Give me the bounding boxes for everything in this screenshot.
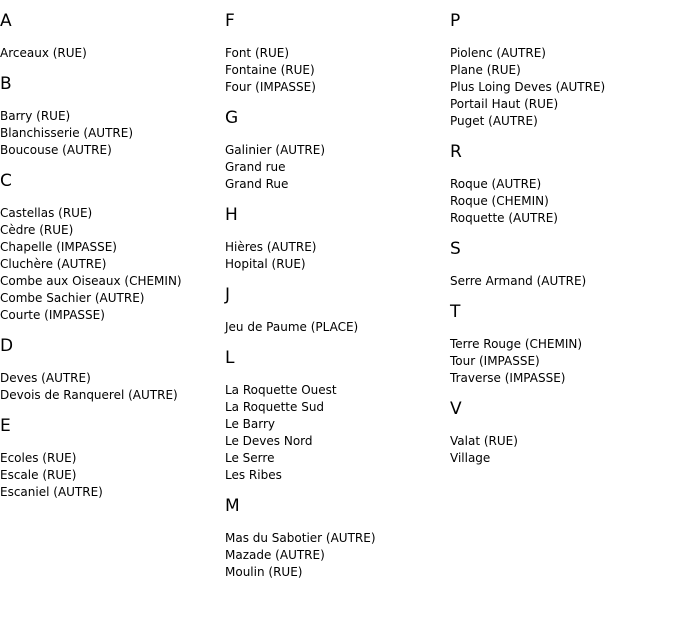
street-link[interactable]: Combe Sachier (AUTRE): [0, 291, 145, 305]
letter-section: [0, 416, 225, 501]
street-link[interactable]: Traverse (IMPASSE): [450, 371, 566, 385]
street-link[interactable]: Galinier (AUTRE): [225, 143, 325, 157]
street-link[interactable]: Puget (AUTRE): [450, 114, 538, 128]
section-letter-heading: D: [0, 336, 14, 356]
street-link[interactable]: Deves (AUTRE): [0, 371, 91, 385]
letter-section: [450, 11, 675, 130]
index-column: [0, 11, 225, 513]
section-letter-heading: G: [225, 108, 239, 128]
street-link[interactable]: Barry (RUE): [0, 109, 71, 123]
street-link[interactable]: Devois de Ranquerel (AUTRE): [0, 388, 178, 402]
street-link[interactable]: Four (IMPASSE): [225, 80, 316, 94]
street-link[interactable]: Grand Rue: [225, 177, 289, 191]
section-letter-heading: L: [225, 348, 235, 368]
street-link[interactable]: Plus Loing Deves (AUTRE): [450, 80, 606, 94]
street-link[interactable]: Ecoles (RUE): [0, 451, 77, 465]
street-link[interactable]: Escale (RUE): [0, 468, 77, 482]
letter-section: [450, 302, 675, 387]
street-link[interactable]: Escaniel (AUTRE): [0, 485, 103, 499]
section-letter-heading: T: [450, 302, 461, 322]
street-link[interactable]: Jeu de Paume (PLACE): [225, 320, 359, 334]
street-link[interactable]: Castellas (RUE): [0, 206, 93, 220]
street-link[interactable]: Hières (AUTRE): [225, 240, 317, 254]
section-letter-heading: R: [450, 142, 462, 162]
letter-section: [450, 142, 675, 227]
street-link[interactable]: Serre Armand (AUTRE): [450, 274, 587, 288]
street-link[interactable]: Moulin (RUE): [225, 565, 303, 579]
street-link[interactable]: Le Deves Nord: [225, 434, 313, 448]
section-letter-heading: F: [225, 11, 235, 31]
index-column: [225, 11, 450, 593]
letter-section: [225, 205, 450, 273]
letter-section: [225, 108, 450, 193]
street-link[interactable]: Hopital (RUE): [225, 257, 306, 271]
street-link[interactable]: Chapelle (IMPASSE): [0, 240, 117, 254]
letter-section: [225, 11, 450, 96]
section-letter-heading: A: [0, 11, 12, 31]
street-link[interactable]: Fontaine (RUE): [225, 63, 315, 77]
street-link[interactable]: Terre Rouge (CHEMIN): [450, 337, 583, 351]
street-link[interactable]: Mas du Sabotier (AUTRE): [225, 531, 376, 545]
street-link[interactable]: La Roquette Sud: [225, 400, 325, 414]
street-link[interactable]: Combe aux Oiseaux (CHEMIN): [0, 274, 182, 288]
street-link[interactable]: Le Serre: [225, 451, 275, 465]
street-link[interactable]: Le Barry: [225, 417, 276, 431]
street-link[interactable]: Village: [450, 451, 491, 465]
letter-section: [225, 285, 450, 336]
letter-section: [225, 496, 450, 581]
street-link[interactable]: Grand rue: [225, 160, 286, 174]
section-letter-heading: P: [450, 11, 461, 31]
section-letter-heading: M: [225, 496, 240, 516]
letter-section: [0, 11, 225, 62]
street-link[interactable]: Roquette (AUTRE): [450, 211, 558, 225]
street-link[interactable]: Cèdre (RUE): [0, 223, 74, 237]
street-link[interactable]: Roque (AUTRE): [450, 177, 542, 191]
street-link[interactable]: Roque (CHEMIN): [450, 194, 549, 208]
street-link[interactable]: Arceaux (RUE): [0, 46, 87, 60]
index-column: [450, 11, 675, 479]
section-letter-heading: S: [450, 239, 461, 259]
section-letter-heading: E: [0, 416, 11, 436]
street-link[interactable]: Les Ribes: [225, 468, 282, 482]
letter-section: [0, 171, 225, 324]
street-link[interactable]: Font (RUE): [225, 46, 290, 60]
section-letter-heading: B: [0, 74, 12, 94]
letter-section: [450, 239, 675, 290]
street-link[interactable]: Tour (IMPASSE): [450, 354, 540, 368]
section-letter-heading: C: [0, 171, 12, 191]
street-link[interactable]: Boucouse (AUTRE): [0, 143, 112, 157]
letter-section: [225, 348, 450, 484]
letter-section: [0, 74, 225, 159]
street-link[interactable]: La Roquette Ouest: [225, 383, 337, 397]
section-letter-heading: J: [225, 285, 231, 305]
street-link[interactable]: Valat (RUE): [450, 434, 518, 448]
letter-section: [450, 399, 675, 467]
street-link[interactable]: Plane (RUE): [450, 63, 521, 77]
street-link[interactable]: Mazade (AUTRE): [225, 548, 325, 562]
street-link[interactable]: Piolenc (AUTRE): [450, 46, 546, 60]
street-link[interactable]: Cluchère (AUTRE): [0, 257, 107, 271]
section-letter-heading: V: [450, 399, 462, 419]
street-link[interactable]: Portail Haut (RUE): [450, 97, 559, 111]
street-link[interactable]: Blanchisserie (AUTRE): [0, 126, 134, 140]
letter-section: [0, 336, 225, 404]
street-link[interactable]: Courte (IMPASSE): [0, 308, 105, 322]
section-letter-heading: H: [225, 205, 238, 225]
